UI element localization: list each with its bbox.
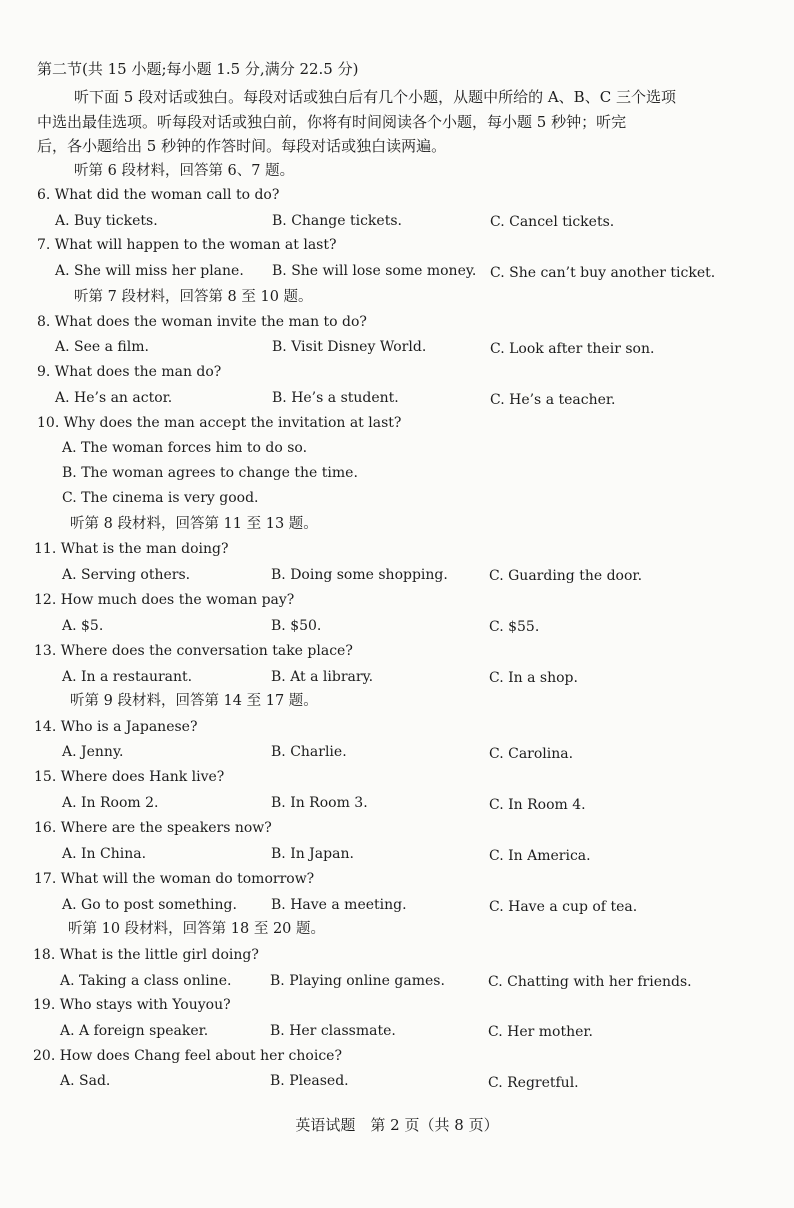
option-a: A. Sad. — [60, 1073, 111, 1089]
question-stem: 19. Who stays with Youyou? — [33, 997, 231, 1013]
question-stem: 7. What will happen to the woman at last? — [37, 237, 337, 253]
instructions-line-3: 后，各小题给出 5 秒钟的作答时间。每段对话或独白读两遍。 — [37, 137, 447, 155]
group-heading: 听第 10 段材料，回答第 18 至 20 题。 — [68, 921, 326, 937]
question-stem: 12. How much does the woman pay? — [34, 592, 295, 608]
option-a: A. In China. — [62, 846, 147, 862]
question-stem: 20. How does Chang feel about her choice? — [33, 1048, 342, 1064]
page-footer: 英语试题 第 2 页（共 8 页） — [295, 1116, 499, 1134]
option-b: B. Have a meeting. — [271, 897, 407, 913]
option-a: A. Jenny. — [62, 744, 124, 760]
question-stem: 14. Who is a Japanese? — [34, 719, 198, 735]
option-a: A. In Room 2. — [62, 795, 159, 811]
option-b: B. At a library. — [271, 669, 374, 685]
group-heading: 听第 8 段材料，回答第 11 至 13 题。 — [70, 516, 318, 532]
option-a: A. She will miss her plane. — [55, 263, 244, 279]
question-stem: 11. What is the man doing? — [34, 541, 229, 557]
group-heading: 听第 7 段材料，回答第 8 至 10 题。 — [74, 289, 313, 305]
question-stem: 18. What is the little girl doing? — [33, 947, 259, 963]
option-c: C. Regretful. — [488, 1075, 579, 1091]
option-a: A. He’s an actor. — [55, 390, 173, 406]
option-b: B. The woman agrees to change the time. — [62, 465, 358, 481]
option-a: A. Go to post something. — [62, 897, 237, 913]
group-heading: 听第 9 段材料，回答第 14 至 17 题。 — [70, 693, 318, 709]
option-b: B. Playing online games. — [270, 973, 445, 989]
option-c: C. Look after their son. — [490, 341, 655, 357]
option-c: C. Cancel tickets. — [490, 214, 615, 230]
option-b: B. He’s a student. — [272, 390, 399, 406]
instructions-line-2: 中选出最佳选项。听每段对话或独白前，你将有时间阅读各个小题，每小题 5 秒钟；听完 — [37, 113, 627, 131]
option-a: A. Taking a class online. — [60, 973, 232, 989]
question-stem: 16. Where are the speakers now? — [34, 820, 272, 836]
section-title: 第二节(共 15 小题;每小题 1.5 分,满分 22.5 分) — [37, 60, 359, 78]
option-c: C. Carolina. — [489, 746, 574, 762]
question-stem: 17. What will the woman do tomorrow? — [34, 871, 315, 887]
option-c: C. Guarding the door. — [489, 568, 643, 584]
option-c: C. In America. — [489, 848, 591, 864]
option-a: A. Serving others. — [62, 567, 191, 583]
option-b: B. Change tickets. — [272, 213, 402, 229]
option-a: A. $5. — [62, 618, 104, 634]
option-b: B. Her classmate. — [270, 1023, 396, 1039]
option-c: C. Have a cup of tea. — [489, 899, 638, 915]
option-b: B. Doing some shopping. — [271, 567, 448, 583]
option-b: B. Visit Disney World. — [272, 339, 427, 355]
option-b: B. $50. — [271, 618, 322, 634]
option-b: B. Charlie. — [271, 744, 347, 760]
option-c: C. Her mother. — [488, 1024, 593, 1040]
option-b: B. Pleased. — [270, 1073, 349, 1089]
option-a: A. See a film. — [55, 339, 149, 355]
group-heading: 听第 6 段材料，回答第 6、7 题。 — [74, 163, 295, 179]
question-stem: 8. What does the woman invite the man to do? — [37, 314, 367, 330]
question-stem: 13. Where does the conversation take place? — [34, 643, 353, 659]
option-c: C. In a shop. — [489, 670, 578, 686]
question-stem: 6. What did the woman call to do? — [37, 187, 280, 203]
option-b: B. She will lose some money. — [272, 263, 477, 279]
option-a: A. A foreign speaker. — [60, 1023, 209, 1039]
option-a: A. The woman forces him to do so. — [62, 440, 308, 456]
option-c: C. $55. — [489, 619, 540, 635]
option-c: C. Chatting with her friends. — [488, 974, 692, 990]
question-stem: 10. Why does the man accept the invitation at last? — [37, 415, 402, 431]
option-a: A. Buy tickets. — [55, 213, 158, 229]
question-stem: 15. Where does Hank live? — [34, 769, 225, 785]
option-a: A. In a restaurant. — [62, 669, 193, 685]
option-b: B. In Room 3. — [271, 795, 368, 811]
option-c: C. The cinema is very good. — [62, 490, 259, 506]
instructions-line-1: 听下面 5 段对话或独白。每段对话或独白后有几个小题，从题中所给的 A、B、C 三个选项 — [74, 88, 676, 106]
option-c: C. In Room 4. — [489, 797, 586, 813]
option-c: C. He’s a teacher. — [490, 392, 616, 408]
question-stem: 9. What does the man do? — [37, 364, 222, 380]
option-b: B. In Japan. — [271, 846, 354, 862]
option-c: C. She can’t buy another ticket. — [490, 265, 716, 281]
